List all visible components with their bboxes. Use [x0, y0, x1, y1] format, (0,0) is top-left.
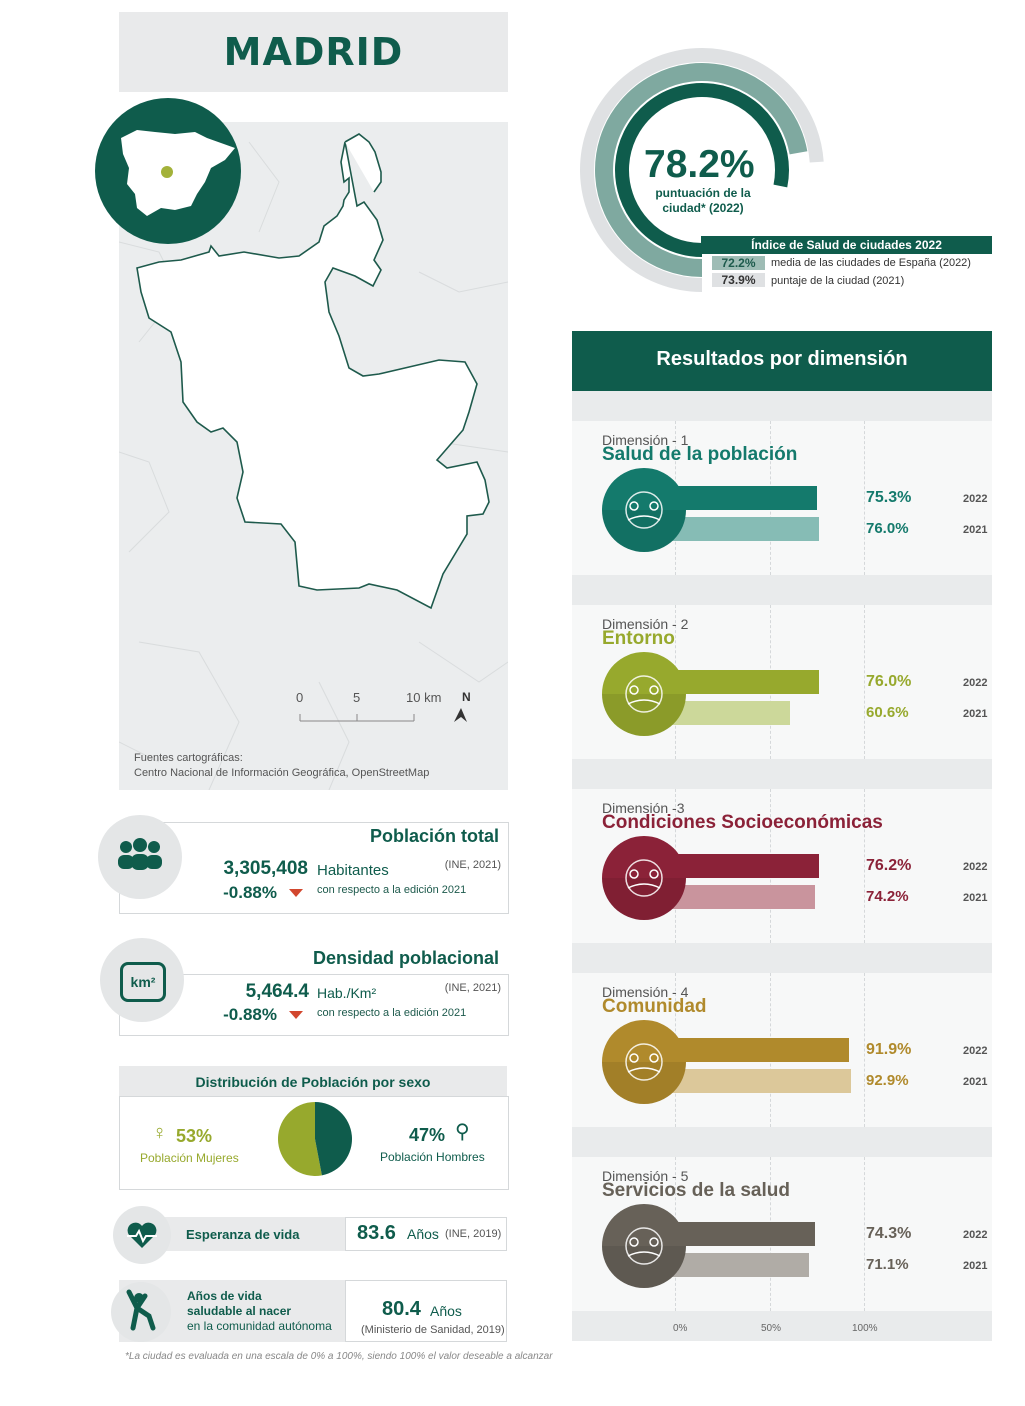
year-2022: 2022 [963, 1045, 988, 1057]
life-source: (INE, 2019) [445, 1228, 502, 1240]
year-2022: 2022 [963, 493, 988, 505]
density-change-label: con respecto a la edición 2021 [317, 1007, 467, 1019]
healthy-value: 80.4 [382, 1298, 421, 1320]
health-services-icon [602, 1204, 686, 1288]
index-title: Índice de Salud de ciudades 2022 [751, 238, 942, 252]
sex-pie-chart [276, 1100, 354, 1178]
north-label: N [462, 690, 471, 704]
dimension-name: Servicios de la salud [602, 1180, 790, 1201]
people-euro-icon [602, 836, 686, 920]
avg-value: 72.2% [721, 256, 756, 270]
value-2022: 91.9% [866, 1041, 912, 1058]
year-2021: 2021 [963, 1076, 988, 1088]
grid-line [864, 605, 865, 759]
sex-title: Distribución de Población por sexo [195, 1074, 431, 1090]
value-2022: 76.0% [866, 673, 912, 690]
men-label: Población Hombres [380, 1150, 485, 1164]
grid-line [864, 421, 865, 575]
healthy-label-2: saludable al nacer [187, 1304, 292, 1318]
results-title: Resultados por dimensión [656, 348, 908, 370]
score-value: 78.2% [644, 143, 755, 186]
dimension-number: Dimensión - 1 [602, 432, 689, 448]
prev-label: puntaje de la ciudad (2021) [771, 275, 905, 287]
north-arrow-icon [454, 708, 467, 722]
year-2022: 2022 [963, 861, 988, 873]
dimension-name: Salud de la población [602, 444, 798, 465]
km2-icon: km² [120, 962, 166, 1002]
year-2021: 2021 [963, 524, 988, 536]
life-unit: Años [407, 1226, 439, 1242]
spain-locator [95, 98, 241, 244]
life-label: Esperanza de vida [186, 1227, 300, 1242]
value-2021: 74.2% [866, 888, 909, 905]
people-heart-icon [602, 468, 686, 552]
dimension-name: Condiciones Socioeconómicas [602, 812, 883, 833]
city-environment-icon [602, 652, 686, 736]
healthy-source: (Ministerio de Sanidad, 2019) [361, 1324, 505, 1336]
value-2022: 76.2% [866, 857, 912, 874]
dimension-number: Dimensión - 4 [602, 984, 689, 1000]
density-change: -0.88% [223, 1005, 277, 1024]
grid-line [864, 973, 865, 1127]
prev-value: 73.9% [721, 273, 756, 287]
spain-map-icon [95, 98, 241, 244]
healthy-label-3: en la comunidad autónoma [187, 1319, 332, 1333]
axis-label-100: 100% [852, 1323, 878, 1334]
density-icon-circle [100, 938, 184, 1022]
axis-label-0: 0% [673, 1323, 688, 1334]
population-value: 3,305,408 [223, 858, 308, 879]
community-network-icon [602, 1020, 686, 1104]
footnote: *La ciudad es evaluada en una escala de 0% a 100%, siendo 100% el valor deseable a alcanzar [125, 1351, 553, 1362]
value-2021: 60.6% [866, 704, 909, 721]
map-source-text: Centro Nacional de Información Geográfica, OpenStreetMap [134, 767, 430, 779]
year-2022: 2022 [963, 677, 988, 689]
dimension-number: Dimensión -3 [602, 800, 685, 816]
grid-line [864, 1157, 865, 1311]
year-2021: 2021 [963, 708, 988, 720]
exercise-icon-circle [111, 1282, 171, 1342]
men-pct: 47% [409, 1125, 446, 1145]
density-title: Densidad poblacional [312, 948, 499, 968]
heart-icon-circle [113, 1206, 171, 1264]
population-icon-circle [98, 815, 182, 899]
population-unit: Habitantes [317, 862, 389, 879]
scale-label-5: 5 [353, 690, 361, 705]
population-title: Población total [369, 826, 499, 846]
dimension-name: Comunidad [602, 996, 707, 1017]
women-pct: 53% [176, 1126, 213, 1146]
density-source: (INE, 2021) [444, 982, 501, 994]
axis-label-50: 50% [761, 1323, 782, 1334]
people-icon [98, 815, 182, 899]
down-arrow-icon [289, 1011, 303, 1019]
population-change-label: con respecto a la edición 2021 [317, 884, 467, 896]
value-2022: 75.3% [866, 489, 912, 506]
pie-slice-men [315, 1102, 352, 1175]
healthy-label [187, 1289, 332, 1334]
year-2021: 2021 [963, 1260, 988, 1272]
male-icon: ⚲ [455, 1121, 470, 1143]
density-value: 5,464.4 [245, 981, 309, 1002]
city-title: MADRID [223, 30, 404, 74]
year-2021: 2021 [963, 892, 988, 904]
dimension-name: Entorno [602, 628, 675, 649]
score-caption-2: ciudad* (2022) [662, 201, 744, 215]
city-title-box [119, 12, 508, 92]
population-change: -0.88% [223, 883, 277, 902]
value-2021: 71.1% [866, 1256, 909, 1273]
scale-label-0: 0 [296, 690, 304, 705]
score-caption-1: puntuación de la [655, 186, 751, 200]
female-icon: ♀ [152, 1122, 167, 1144]
heart-pulse-icon [113, 1206, 171, 1264]
healthy-label-1: Años de vida [187, 1289, 262, 1303]
dimension-number: Dimensión - 2 [602, 616, 689, 632]
down-arrow-icon [289, 889, 303, 897]
scale-label-10: 10 km [406, 690, 442, 705]
year-2022: 2022 [963, 1229, 988, 1241]
exercise-person-icon [111, 1282, 171, 1342]
women-label: Población Mujeres [140, 1151, 239, 1165]
life-value: 83.6 [357, 1222, 396, 1244]
scale-bar [300, 714, 414, 721]
score-caption [630, 186, 776, 216]
population-source: (INE, 2021) [444, 859, 501, 871]
density-unit: Hab./Km² [317, 985, 377, 1001]
avg-label: media de las ciudades de España (2022) [771, 257, 971, 269]
healthy-unit: Años [430, 1303, 462, 1319]
map-source [134, 751, 429, 781]
value-2021: 76.0% [866, 520, 909, 537]
dimension-number: Dimensión - 5 [602, 1168, 689, 1184]
map-source-title: Fuentes cartográficas: [134, 752, 243, 764]
value-2022: 74.3% [866, 1225, 912, 1242]
value-2021: 92.9% [866, 1072, 909, 1089]
